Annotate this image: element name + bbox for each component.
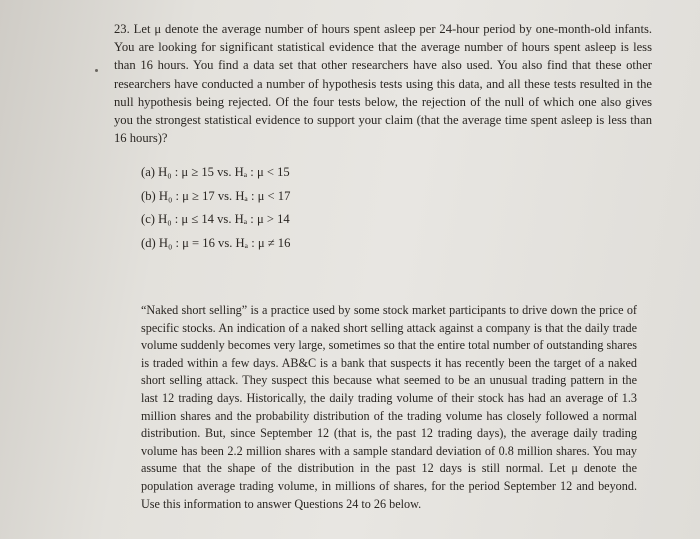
option-text: H₀ : μ ≥ 15 vs. Hₐ : μ < 15 — [158, 165, 290, 179]
option-text: H₀ : μ ≥ 17 vs. Hₐ : μ < 17 — [158, 188, 291, 203]
option-d — [141, 232, 290, 256]
option-label: (b) — [141, 188, 156, 203]
option-b — [141, 185, 290, 209]
option-text: H₀ : μ ≤ 14 vs. Hₐ : μ > 14 — [158, 212, 290, 227]
naked-short-selling-paragraph: “Naked short selling” is a practice used by some stock market participants to drive down the price of specific stocks. An indication of a naked short selling attack against a company is that the daily trade volume suddenly becomes very large, sometimes so that the entire total number of outstanding shares is traded within a few days. AB&C is a bank that suspects it has recently been the target of a naked short selling attack. They suspect this because what seemed to be an unusual trading pattern in the last 12 trading days. Historically, the daily trading volume of their stock has had an average of 1.3 million shares and the probability distribution of the trading volume has closely followed a normal distribution. But, since September 12 (that is, the past 12 trading days), the average daily trading volume has been 2.2 million shares with a sample standard deviation of 0.8 million shares. You may assume that the shape of the distribution in the past 12 days is still normal. Let μ denote the population average trading volume, in millions of shares, for the period September 12 and beyond. Use this information to answer Questions 24 to 26 below. — [141, 303, 637, 511]
question-number: 23. — [114, 22, 130, 36]
margin-dot — [95, 69, 98, 72]
option-label: (a) — [141, 165, 155, 179]
option-c — [141, 208, 290, 232]
option-label: (d) — [141, 235, 156, 250]
question-text: Let μ denote the average number of hours spent asleep per 24-hour period by one-month-old infants. You are looking for significant statistical evidence that the average number of hours spent asleep is less than 16 hours. You find a data set that other researchers have also used. You also find that these other researchers have conducted a number of hypothesis tests using this data, and all these tests resulted in the null hypothesis being rejected. Of the four tests below, the rejection of the null of which one also gives you the strongest statistical evidence to support your claim (that the average time spent asleep is less than 16 hours)? — [114, 22, 652, 146]
option-text: H₀ : μ = 16 vs. Hₐ : μ ≠ 16 — [158, 235, 291, 250]
option-a — [141, 161, 290, 185]
question-23 — [114, 20, 652, 147]
option-label: (c) — [141, 212, 155, 227]
answer-options — [141, 161, 290, 255]
